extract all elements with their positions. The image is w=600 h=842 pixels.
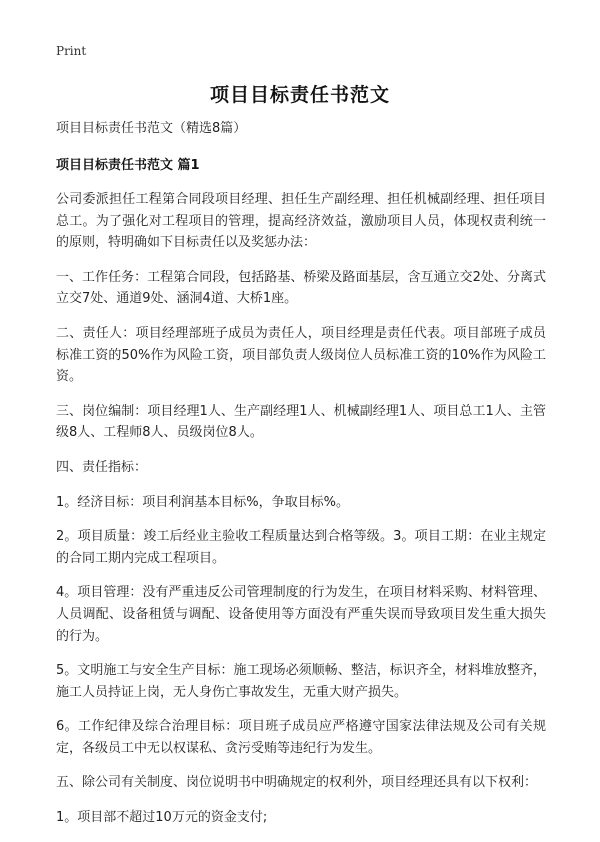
document-subtitle: 项目目标责任书范文（精选8篇） xyxy=(56,121,247,136)
paragraph-economic-target: 1。经济目标：项目利润基本目标%，争取目标%。 xyxy=(56,494,349,510)
paragraph-work-tasks: 一、工作任务：工程第合同段，包括路基、桥梁及路面基层，含互通立交2处、分离式立交7处、通道9处、涵洞4道、大桥1座。 xyxy=(56,269,546,307)
paragraph-indicators-heading: 四、责任指标： xyxy=(56,459,148,475)
paragraph-staffing: 三、岗位编制：项目经理1人、生产副经理1人、机械副经理1人、项目总工1人、主管级8人、工程师8人、员级岗位8人。 xyxy=(56,403,546,441)
paragraph-funds: 1。项目部不超过10万元的资金支付; xyxy=(56,810,268,826)
paragraph-discipline: 6。工作纪律及综合治理目标：项目班子成员应严格遵守国家法律法规及公司有关规定，各级员工中无以权谋私、贪污受贿等违纪行为发生。 xyxy=(56,719,546,756)
section-heading: 项目目标责任书范文 篇1 xyxy=(56,158,200,173)
print-link[interactable]: Print xyxy=(56,44,87,58)
paragraph-management: 4。项目管理：没有严重违反公司管理制度的行为发生，在项目材料采购、材料管理、人员调配、设备租赁与调配、设备使用等方面没有严重失误而导致项目发生重大损失的行为。 xyxy=(56,585,546,644)
page-title: 项目目标责任书范文 xyxy=(209,84,390,106)
document-body xyxy=(56,118,546,842)
paragraph-safety: 5。文明施工与安全生产目标：施工现场必须顺畅、整洁，标识齐全，材料堆放整齐，施工人员持证上岗，无人身伤亡事故发生，无重大财产损失。 xyxy=(56,663,546,700)
paragraph-intro: 公司委派担任工程第合同段项目经理、担任生产副经理、担任机械副经理、担任项目总工。为了强化对工程项目的管理，提高经济效益，激励项目人员，体现权责利统一的原则，特明确如下目标责任以及奖惩办法： xyxy=(56,192,546,251)
paragraph-quality-schedule: 2。项目质量：竣工后经业主验收工程质量达到合格等级。3。项目工期：在业主规定的合同工期内完成工程项目。 xyxy=(56,529,546,566)
paragraph-responsible-persons: 二、责任人：项目经理部班子成员为责任人，项目经理是责任代表。项目部班子成员标准工资的50%作为风险工资，项目部负责人级岗位人员标准工资的10%作为风险工资。 xyxy=(56,325,546,385)
paragraph-manager-rights: 五、除公司有关制度、岗位说明书中明确规定的权利外，项目经理还具有以下权利： xyxy=(56,775,538,791)
